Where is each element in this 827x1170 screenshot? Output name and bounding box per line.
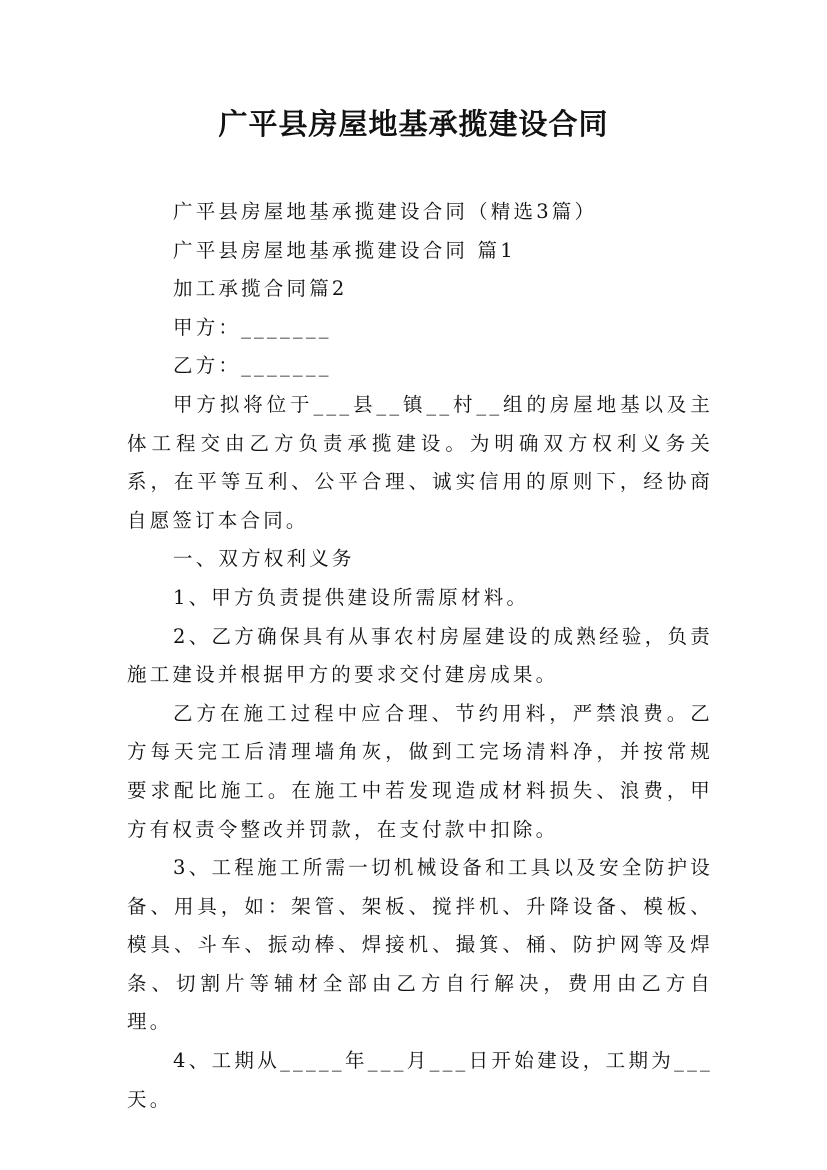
paragraph-collection-title: 广平县房屋地基承揽建设合同（精选3篇）	[173, 200, 598, 223]
clause-3: 3、工程施工所需一切机械设备和工具以及安全防护设备、用具，如：架管、架板、搅拌机、升降设备、模板、模具、斗车、振动棒、焊接机、撮箕、桶、防护网等及焊条、切割片等辅材全部由乙方自行解决，费用由乙方自理。	[127, 856, 713, 1034]
section-heading-rights-obligations: 一、双方权利义务	[173, 547, 355, 571]
paragraph-contract-subtitle: 加工承揽合同篇2	[173, 277, 348, 301]
paragraph-party-b: 乙方：_______	[173, 354, 332, 378]
clause-2-detail: 乙方在施工过程中应合理、节约用料，严禁浪费。乙方每天完工后清理墙角灰，做到工完场清料净，并按常规要求配比施工。在施工中若发现造成材料损失、浪费，甲方有权责令整改并罚款，在支付款中扣除。	[127, 701, 713, 841]
paragraph-preamble: 甲方拟将位于___县__镇__村__组的房屋地基以及主体工程交由乙方负责承揽建设。为明确双方权利义务关系，在平等互利、公平合理、诚实信用的原则下，经协商自愿签订本合同。	[127, 392, 713, 532]
document-body	[127, 193, 713, 1119]
clause-2: 2、乙方确保具有从事农村房屋建设的成熟经验，负责施工建设并根据甲方的要求交付建房成果。	[127, 624, 713, 687]
document-title: 广平县房屋地基承揽建设合同	[218, 107, 609, 141]
paragraph-part-heading: 广平县房屋地基承揽建设合同 篇1	[173, 238, 516, 262]
clause-4: 4、工期从_____年___月___日开始建设，工期为___天。	[127, 1049, 713, 1111]
paragraph-party-a: 甲方：_______	[173, 315, 332, 339]
clause-1: 1、甲方负责提供建设所需原材料。	[173, 585, 530, 609]
